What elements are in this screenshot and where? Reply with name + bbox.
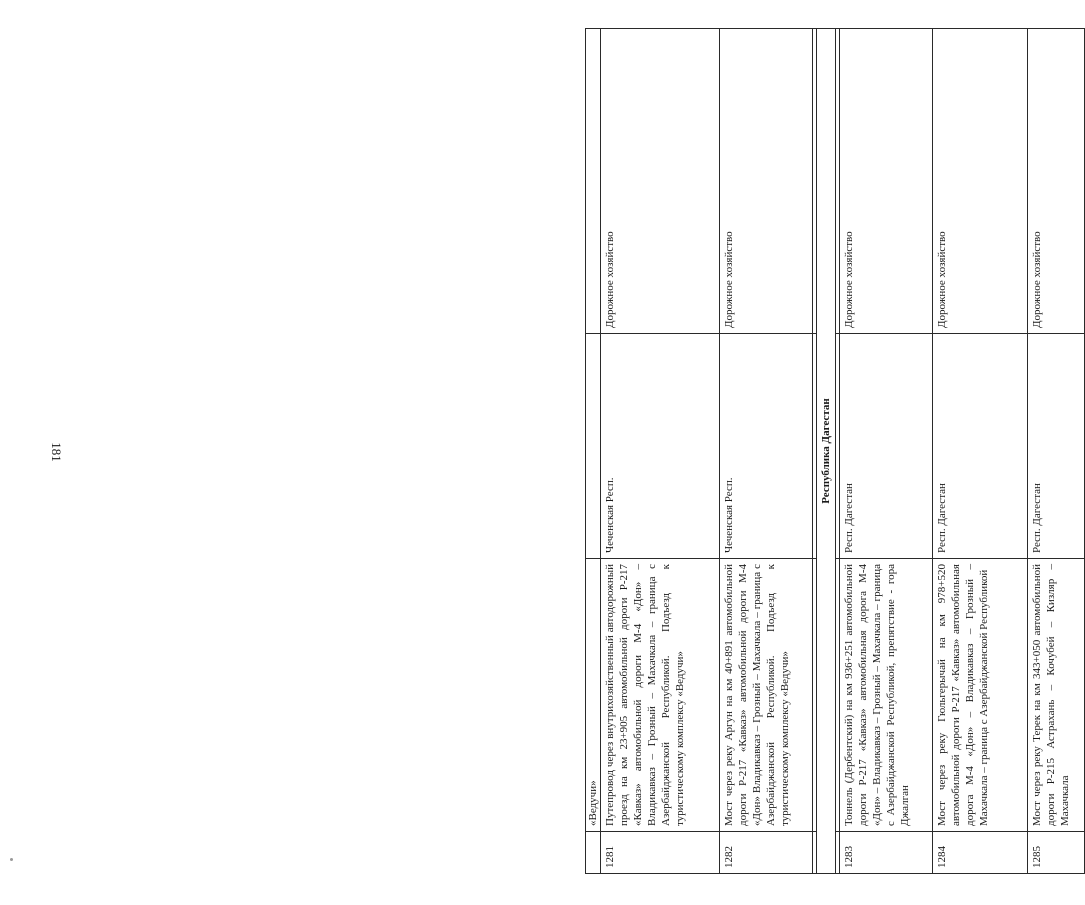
- cell-region: Чеченская Респ.: [720, 334, 813, 559]
- cell-object-name: «Ведучи»: [586, 559, 601, 832]
- cell-number: 1281: [601, 832, 720, 874]
- section-header-row: [817, 29, 836, 874]
- table-row: [933, 29, 1028, 874]
- cell-region: Респ. Дагестан: [840, 334, 933, 559]
- continued-row: [586, 29, 601, 874]
- cell-number: 1282: [720, 832, 813, 874]
- cell-purpose: Дорожное хозяйство: [601, 29, 720, 334]
- cell-purpose: Дорожное хозяйство: [720, 29, 813, 334]
- cell-number: 1285: [1028, 832, 1085, 874]
- cell-object-name: Мост через реку Гюльгерычай на км 978+520 автомобильной дороги Р-217 «Кавказ» автомобильная дорога М-4 «Дон» – Владикавказ – Грозный – Махачкала – граница с Азербайджанской Республикой: [933, 559, 1028, 832]
- table-row: [720, 29, 813, 874]
- page-number: 181: [49, 442, 64, 462]
- cell-object-name: Путепровод через внутрихозяйственный автодорожный проезд на км 23+905 автомобильной дороги Р-217 «Кавказ» автомобильной дороги М-4 «Дон» – Владикавказ – Грозный – Махачкала – граница с Азербайджанской Республикой. Подъезд к туристическому комплексу «Ведучи»: [601, 559, 720, 832]
- cell-purpose: [586, 29, 601, 334]
- cell-purpose: Дорожное хозяйство: [840, 29, 933, 334]
- table-row: [1028, 29, 1085, 874]
- table-row: [840, 29, 933, 874]
- cell-number: [586, 832, 601, 874]
- registry-table: [585, 28, 1085, 874]
- cell-purpose: Дорожное хозяйство: [933, 29, 1028, 334]
- cell-region: Респ. Дагестан: [933, 334, 1028, 559]
- rotated-table-wrapper: [585, 29, 1077, 874]
- cell-region: Респ. Дагестан: [1028, 334, 1085, 559]
- scan-speck: [10, 858, 13, 861]
- cell-number: 1284: [933, 832, 1028, 874]
- cell-object-name: Мост через реку Терек на км 343+050 автомобильной дороги Р-215 Астрахань – Кочубей – Кизляр – Махачкала: [1028, 559, 1085, 832]
- cell-region: Чеченская Респ.: [601, 334, 720, 559]
- cell-region: [586, 334, 601, 559]
- cell-purpose: Дорожное хозяйство: [1028, 29, 1085, 334]
- cell-object-name: Мост через реку Аргун на км 40+891 автомобильной дороги Р-217 «Кавказ» автомобильной дороги М-4 «Дон» Владикавказ – Грозный – Махачкала – граница с Азербайджанской Республикой. Подъезд к туристическому комплексу «Ведучи»: [720, 559, 813, 832]
- cell-object-name: Тоннель (Дербентский) на км 936+251 автомобильной дороги Р-217 «Кавказ» автомобильная дорога М-4 «Дон» – Владикавказ – Грозный – Махачкала – граница с Азербайджанской Республикой, препятствие - гора Джалган: [840, 559, 933, 832]
- section-title: Республика Дагестан: [817, 29, 836, 874]
- table-row: [601, 29, 720, 874]
- cell-number: 1283: [840, 832, 933, 874]
